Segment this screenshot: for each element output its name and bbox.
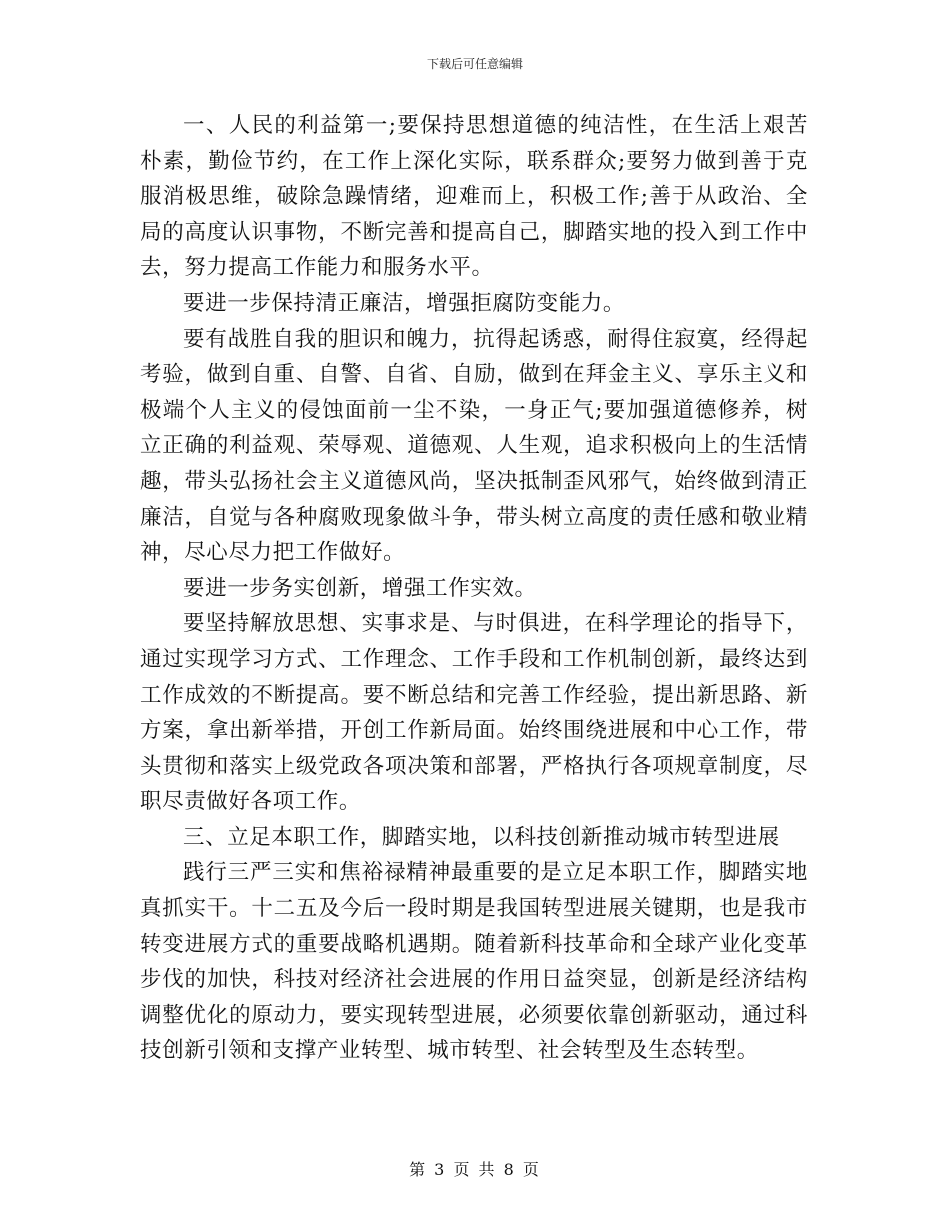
section-heading: 三、立足本职工作，脚踏实地，以科技创新推动城市转型进展 — [183, 824, 780, 850]
document-body — [140, 108, 808, 1069]
paragraph-2: 要进一步保持清正廉洁，增强拒腐防变能力。 — [183, 290, 626, 316]
page-header: 下载后可任意编辑 — [426, 57, 523, 71]
page-number-footer: 第 3 页 共 8 页 — [409, 1160, 541, 1179]
paragraph-7: 践行三严三实和焦裕禄精神最重要的是立足本职工作，脚踏实地真抓实干。十二五及今后一段时期是我国转型进展关键期，也是我市转变进展方式的重要战略机遇期。随着新科技革命和全球产业化变革步伐的加快，科技对经济社会进展的作用日益突显，创新是经济结构调整优化的原动力，要实现转型进展，必须要依靠创新驱动，通过科技创新引领和支撑产业转型、城市转型、社会转型及生态转型。 — [140, 860, 808, 1064]
paragraph-3: 要有战胜自我的胆识和魄力，抗得起诱惑，耐得住寂寞，经得起考验，做到自重、自警、自省、自励，做到在拜金主义、享乐主义和极端个人主义的侵蚀面前一尘不染，一身正气;要加强道德修养，树立正确的利益观、荣辱观、道德观、人生观，追求积极向上的生活情趣，带头弘扬社会主义道德风尚，坚决抵制歪风邪气，始终做到清正廉洁，自觉与各种腐败现象做斗争，带头树立高度的责任感和敬业精神，尽心尽力把工作做好。 — [140, 326, 808, 566]
paragraph-5: 要坚持解放思想、实事求是、与时俱进，在科学理论的指导下，通过实现学习方式、工作理念、工作手段和工作机制创新，最终达到工作成效的不断提高。要不断总结和完善工作经验，提出新思路、新方案，拿出新举措，开创工作新局面。始终围绕进展和中心工作，带头贯彻和落实上级党政各项决策和部署，严格执行各项规章制度，尽职尽责做好各项工作。 — [140, 611, 808, 815]
paragraph-1: 一、人民的利益第一;要保持思想道德的纯洁性，在生活上艰苦朴素，勤俭节约，在工作上深化实际，联系群众;要努力做到善于克服消极思维，破除急躁情绪，迎难而上，积极工作;善于从政治、全局的高度认识事物，不断完善和提高自己，脚踏实地的投入到工作中去，努力提高工作能力和服务水平。 — [140, 113, 808, 281]
paragraph-4: 要进一步务实创新，增强工作实效。 — [183, 575, 537, 601]
